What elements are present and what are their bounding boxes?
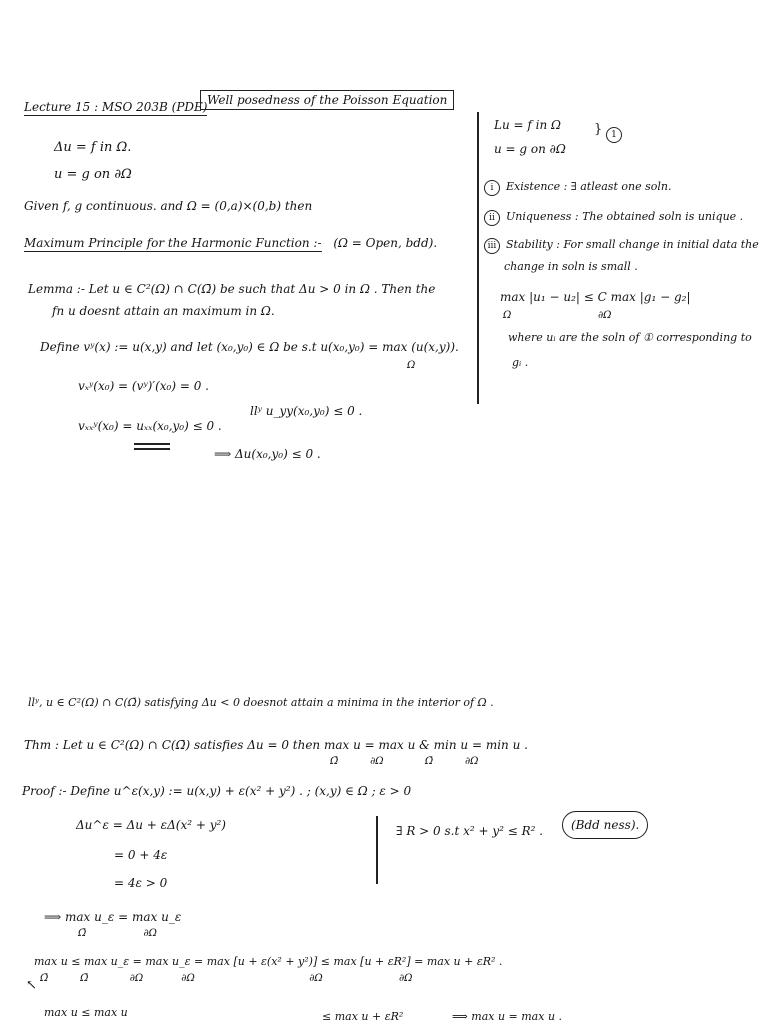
last-left: max u ≤ max u: [44, 1006, 128, 1019]
item-text-3: Stability : For small change in initial data the: [506, 238, 759, 251]
bounded-note: [562, 818, 648, 832]
max-chain-sub: Ω̄ Ω̄ ∂Ω ∂Ω ∂Ω ∂Ω: [40, 973, 413, 984]
system-tag: [606, 126, 628, 143]
lly-line: llʸ u_yy(x₀,y₀) ≤ 0 .: [250, 404, 363, 418]
delta-line-2: = 0 + 4ε: [114, 848, 168, 862]
column-divider: [477, 112, 479, 404]
item-num-1: i: [484, 180, 500, 196]
last-mid: ≤ max u + εR²: [322, 1010, 404, 1023]
item-text-2: Uniqueness : The obtained soln is unique .: [506, 210, 744, 223]
bounded-note-text: (Bdd ness).: [562, 811, 648, 839]
item-existence: [484, 180, 671, 196]
theorem-subscripts: Ω̄ ∂Ω Ω̄ ∂Ω: [330, 756, 479, 767]
poisson-eq-1: Δu = f in Ω.: [54, 140, 132, 155]
max-equality-sub: Ω̄ ∂Ω: [78, 928, 157, 939]
where-line: where uᵢ are the soln of ① corresponding to: [508, 331, 752, 344]
lecture-title: Lecture 15 : MSO 203B (PDE): [24, 100, 208, 114]
system-eq-2: u = g on ∂Ω: [494, 142, 566, 156]
double-underline-2: [134, 448, 170, 450]
item-num-3: iii: [484, 238, 500, 254]
where-line-2: gᵢ .: [512, 356, 529, 369]
arrow-icon: ↖: [26, 978, 37, 993]
proof-line: Proof :- Define u^ε(x,y) := u(x,y) + ε(x² + y²) . ; (x,y) ∈ Ω ; ε > 0: [22, 784, 412, 798]
define-line: Define vʸ(x) := u(x,y) and let (x₀,y₀) ∈ Ω be s.t u(x₀,y₀) = max (u(x,y)).: [40, 340, 459, 354]
vxx-line: vₓₓʸ(x₀) = uₓₓ(x₀,y₀) ≤ 0 .: [78, 419, 222, 433]
theorem-line: Thm : Let u ∈ C²(Ω) ∩ C(Ω̄) satisfies Δu = 0 then max u = max u & min u = min u .: [24, 738, 528, 752]
stability-sub-1: Ω: [503, 310, 512, 321]
lemma-line-1: Lemma :- Let u ∈ C²(Ω) ∩ C(Ω̄) be such that Δu > 0 in Ω . Then the: [28, 282, 436, 296]
delta-line-1: Δu^ε = Δu + εΔ(x² + y²): [76, 818, 226, 832]
system-eq-1: Lu = f in Ω: [494, 118, 561, 132]
topic-box: [200, 93, 454, 107]
item-stability-cont: change in soln is small .: [504, 260, 638, 273]
max-principle-note: (Ω = Open, bdd).: [333, 236, 438, 250]
item-uniqueness: [484, 210, 743, 226]
max-chain: max u ≤ max u_ε = max u_ε = max [u + ε(x² + y²)] ≤ max [u + εR²] = max u + εR² .: [34, 955, 503, 968]
lly-minima: llʸ, u ∈ C²(Ω) ∩ C(Ω̄) satisfying Δu < 0 doesnot attain a minima in the interior of Ω .: [28, 696, 494, 709]
max-principle-title: Maximum Principle for the Harmonic Function :-: [24, 236, 322, 250]
last-right: ⟹ max u = max u .: [452, 1010, 563, 1023]
implies-line: ⟹ Δu(x₀,y₀) ≤ 0 .: [214, 447, 321, 461]
vx-line: vₓʸ(x₀) = (vʸ)′(x₀) = 0 .: [78, 379, 209, 393]
define-sub: Ω: [407, 360, 416, 371]
item-stability: [484, 238, 759, 254]
poisson-eq-2: u = g on ∂Ω: [54, 167, 132, 182]
lemma-line-2: fn u doesnt attain an maximum in Ω.: [52, 304, 275, 318]
item-num-2: ii: [484, 210, 500, 226]
bounded-line: ∃ R > 0 s.t x² + y² ≤ R² .: [396, 824, 544, 838]
given-line: Given f, g continuous. and Ω = (0,a)×(0,b) then: [24, 199, 313, 213]
double-underline: [134, 443, 170, 445]
lecture-header: [24, 100, 207, 114]
max-principle-heading: [24, 236, 437, 250]
tag-circle: 1: [606, 127, 622, 143]
stability-ineq: max |u₁ − u₂| ≤ C max |g₁ − g₂|: [500, 290, 691, 304]
system-brace: }: [594, 122, 603, 137]
proof-divider: [376, 816, 378, 884]
item-text-1: Existence : ∃ atleast one soln.: [506, 180, 672, 193]
stability-sub-2: ∂Ω: [598, 310, 612, 321]
delta-line-3: = 4ε > 0: [114, 876, 168, 890]
max-equality: ⟹ max u_ε = max u_ε: [44, 910, 182, 924]
topic-title: Well posedness of the Poisson Equation: [200, 90, 454, 110]
